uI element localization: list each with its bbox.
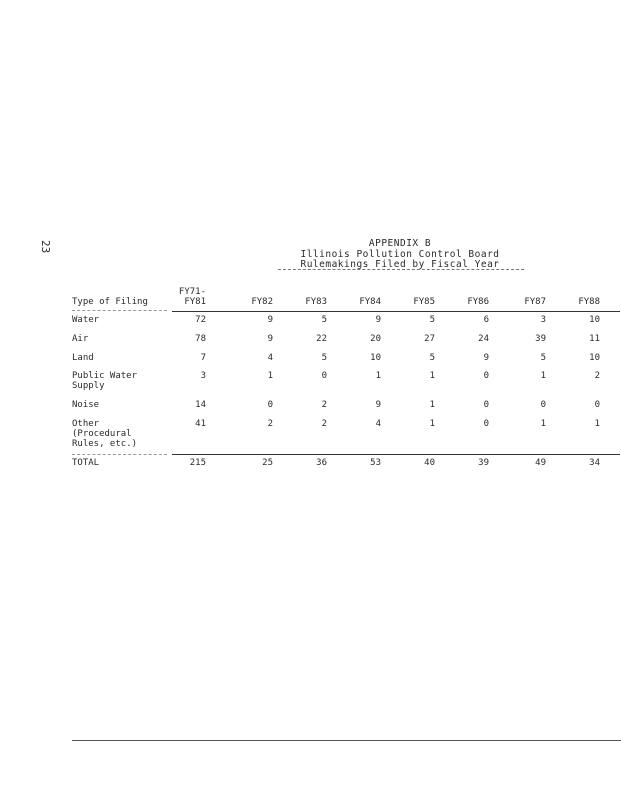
table-cell: 0 — [483, 400, 489, 410]
table-cell: 0 — [483, 371, 489, 381]
table-cell: 11 — [589, 334, 600, 344]
table-cell: 27 — [424, 334, 435, 344]
table-cell: 20 — [370, 334, 381, 344]
total-rule-left — [72, 454, 167, 455]
table-cell: 4 — [267, 353, 273, 363]
table-cell: 1 — [540, 371, 546, 381]
column-header: FY71- FY81 — [178, 287, 206, 307]
total-cell: 36 — [316, 458, 327, 468]
column-header: FY85 — [413, 297, 435, 307]
header-underline-left — [72, 310, 167, 311]
table-cell: 10 — [589, 315, 600, 325]
total-cell: 40 — [424, 458, 435, 468]
table-cell: 41 — [195, 419, 206, 429]
table-cell: 9 — [375, 400, 381, 410]
table-cell: 0 — [540, 400, 546, 410]
table-cell: 2 — [321, 400, 327, 410]
column-header: FY82 — [251, 297, 273, 307]
table-cell: 1 — [267, 371, 273, 381]
total-label: TOTAL — [72, 458, 100, 468]
total-cell: 34 — [589, 458, 600, 468]
table-cell: 5 — [321, 315, 327, 325]
table-cell: 0 — [321, 371, 327, 381]
table-cell: 10 — [370, 353, 381, 363]
table-cell: 24 — [478, 334, 489, 344]
table-cell: 9 — [375, 315, 381, 325]
table-cell: 6 — [483, 315, 489, 325]
column-header: FY83 — [305, 297, 327, 307]
row-label: Water — [72, 315, 100, 325]
table-cell: 1 — [429, 419, 435, 429]
total-cell: 215 — [189, 458, 206, 468]
appendix-label: APPENDIX B — [368, 238, 432, 249]
table-cell: 2 — [594, 371, 600, 381]
table-cell: 9 — [267, 315, 273, 325]
table-cell: 5 — [540, 353, 546, 363]
table-cell: 1 — [429, 371, 435, 381]
table-cell: 0 — [594, 400, 600, 410]
table-subtitle: Rulemakings Filed by Fiscal Year — [300, 259, 500, 270]
table-cell: 0 — [483, 419, 489, 429]
total-cell: 53 — [370, 458, 381, 468]
table-cell: 9 — [483, 353, 489, 363]
row-label: Other (Procedural Rules, etc.) — [72, 419, 138, 449]
total-cell: 39 — [478, 458, 489, 468]
table-cell: 5 — [429, 353, 435, 363]
table-cell: 22 — [316, 334, 327, 344]
table-cell: 1 — [594, 419, 600, 429]
table-cell: 4 — [375, 419, 381, 429]
title-underline — [278, 269, 524, 270]
row-label: Land — [72, 353, 94, 363]
table-cell: 3 — [200, 371, 206, 381]
table-cell: 2 — [321, 419, 327, 429]
table-cell: 1 — [429, 400, 435, 410]
table-cell: 78 — [195, 334, 206, 344]
label-column-header: Type of Filing — [72, 297, 148, 307]
table-cell: 0 — [267, 400, 273, 410]
total-rule — [172, 454, 620, 455]
table-cell: 14 — [195, 400, 206, 410]
column-header: FY86 — [467, 297, 489, 307]
total-cell: 25 — [262, 458, 273, 468]
column-header: FY88 — [578, 297, 600, 307]
row-label: Noise — [72, 400, 100, 410]
table-cell: 3 — [540, 315, 546, 325]
table-cell: 72 — [195, 315, 206, 325]
table-cell: 39 — [535, 334, 546, 344]
total-cell: 49 — [535, 458, 546, 468]
table-title: Illinois Pollution Control Board — [300, 249, 500, 260]
row-label: Public Water Supply — [72, 371, 138, 391]
column-header: FY87 — [524, 297, 546, 307]
table-cell: 5 — [429, 315, 435, 325]
table-cell: 1 — [540, 419, 546, 429]
table-cell: 2 — [267, 419, 273, 429]
table-cell: 7 — [200, 353, 206, 363]
page-bottom-rule — [72, 740, 621, 741]
table-cell: 9 — [267, 334, 273, 344]
table-cell: 5 — [321, 353, 327, 363]
column-header: FY84 — [359, 297, 381, 307]
table-cell: 10 — [589, 353, 600, 363]
page-number: 23 — [39, 240, 52, 254]
table-cell: 1 — [375, 371, 381, 381]
row-label: Air — [72, 334, 89, 344]
header-rule — [172, 311, 620, 312]
